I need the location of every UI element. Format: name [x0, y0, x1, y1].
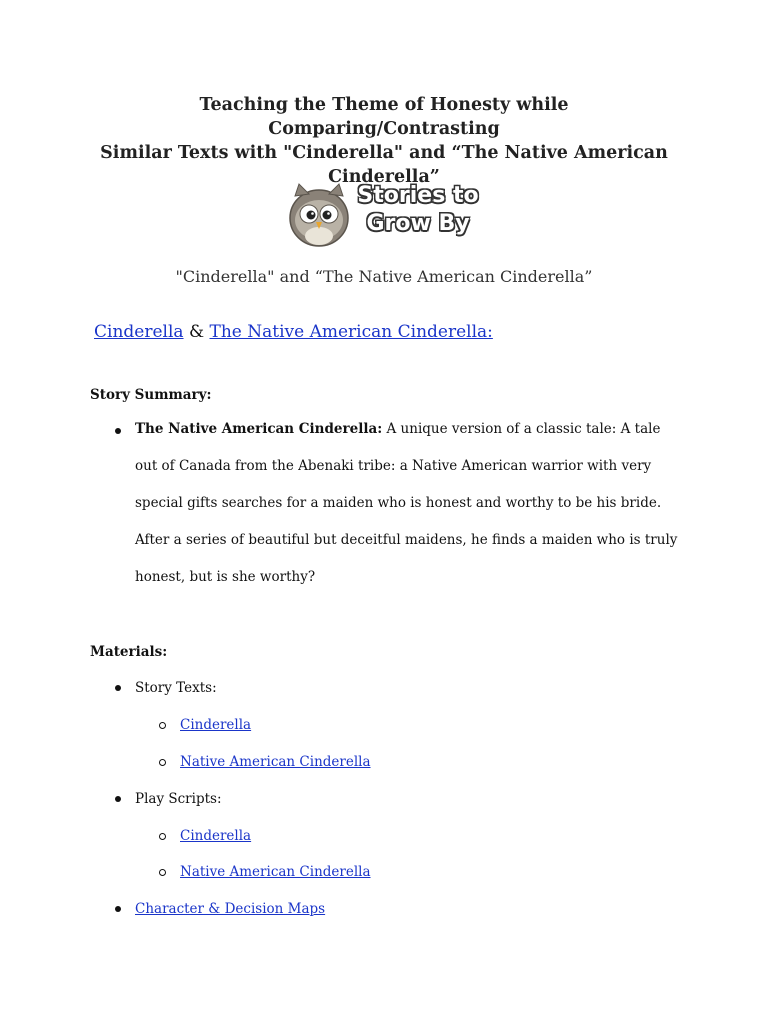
story-summary-label: Story Summary:: [90, 387, 212, 403]
title-line-1: Teaching the Theme of Honesty while Comparing/Contrasting: [199, 95, 569, 139]
stories-to-grow-by-logo: [285, 180, 485, 248]
sub-bullet-icon: [159, 722, 166, 729]
logo-text-line-1: Stories to: [357, 183, 479, 208]
play-scripts-label: Play Scripts:: [135, 791, 222, 807]
play-script-native-american-cinderella-link[interactable]: Native American Cinderella: [180, 864, 371, 880]
bullet-icon: [115, 906, 121, 912]
native-american-cinderella-link[interactable]: The Native American Cinderella:: [209, 322, 493, 342]
story-text-cinderella-link[interactable]: Cinderella: [180, 717, 252, 733]
bullet-icon: [115, 428, 121, 434]
sub-bullet-icon: [159, 833, 166, 840]
sub-bullet-icon: [159, 759, 166, 766]
summary-list-item: [135, 411, 680, 596]
story-links-heading: [94, 320, 493, 344]
title-line-2: Similar Texts with "Cinderella" and “The Native American: [100, 143, 668, 163]
document-title: [84, 93, 684, 189]
character-decision-maps-link[interactable]: Character & Decision Maps: [135, 901, 326, 917]
bullet-icon: [115, 685, 121, 691]
cinderella-link[interactable]: Cinderella: [94, 322, 184, 342]
subtitle: "Cinderella" and “The Native American Cinderella”: [175, 267, 593, 286]
bullet-icon: [115, 796, 121, 802]
links-separator: &: [183, 322, 210, 342]
logo-text: [351, 182, 485, 238]
summary-item-text: A unique version of a classic tale: A tale out of Canada from the Abenaki tribe: a Native American warrior with very special gifts searches for a maiden who is honest and worthy to be his bride. After a series of beautiful but deceitful maidens, he finds a maiden who is truly honest, but is she worthy?: [135, 421, 678, 585]
story-text-native-american-cinderella-link[interactable]: Native American Cinderella: [180, 754, 371, 770]
logo-text-line-2: Grow By: [366, 211, 470, 236]
play-script-cinderella-link[interactable]: Cinderella: [180, 828, 252, 844]
sub-bullet-icon: [159, 869, 166, 876]
title-line-3: Cinderella”: [328, 167, 440, 187]
summary-item-title: The Native American Cinderella:: [135, 421, 383, 437]
story-texts-label: Story Texts:: [135, 680, 217, 696]
materials-label: Materials:: [90, 644, 168, 660]
